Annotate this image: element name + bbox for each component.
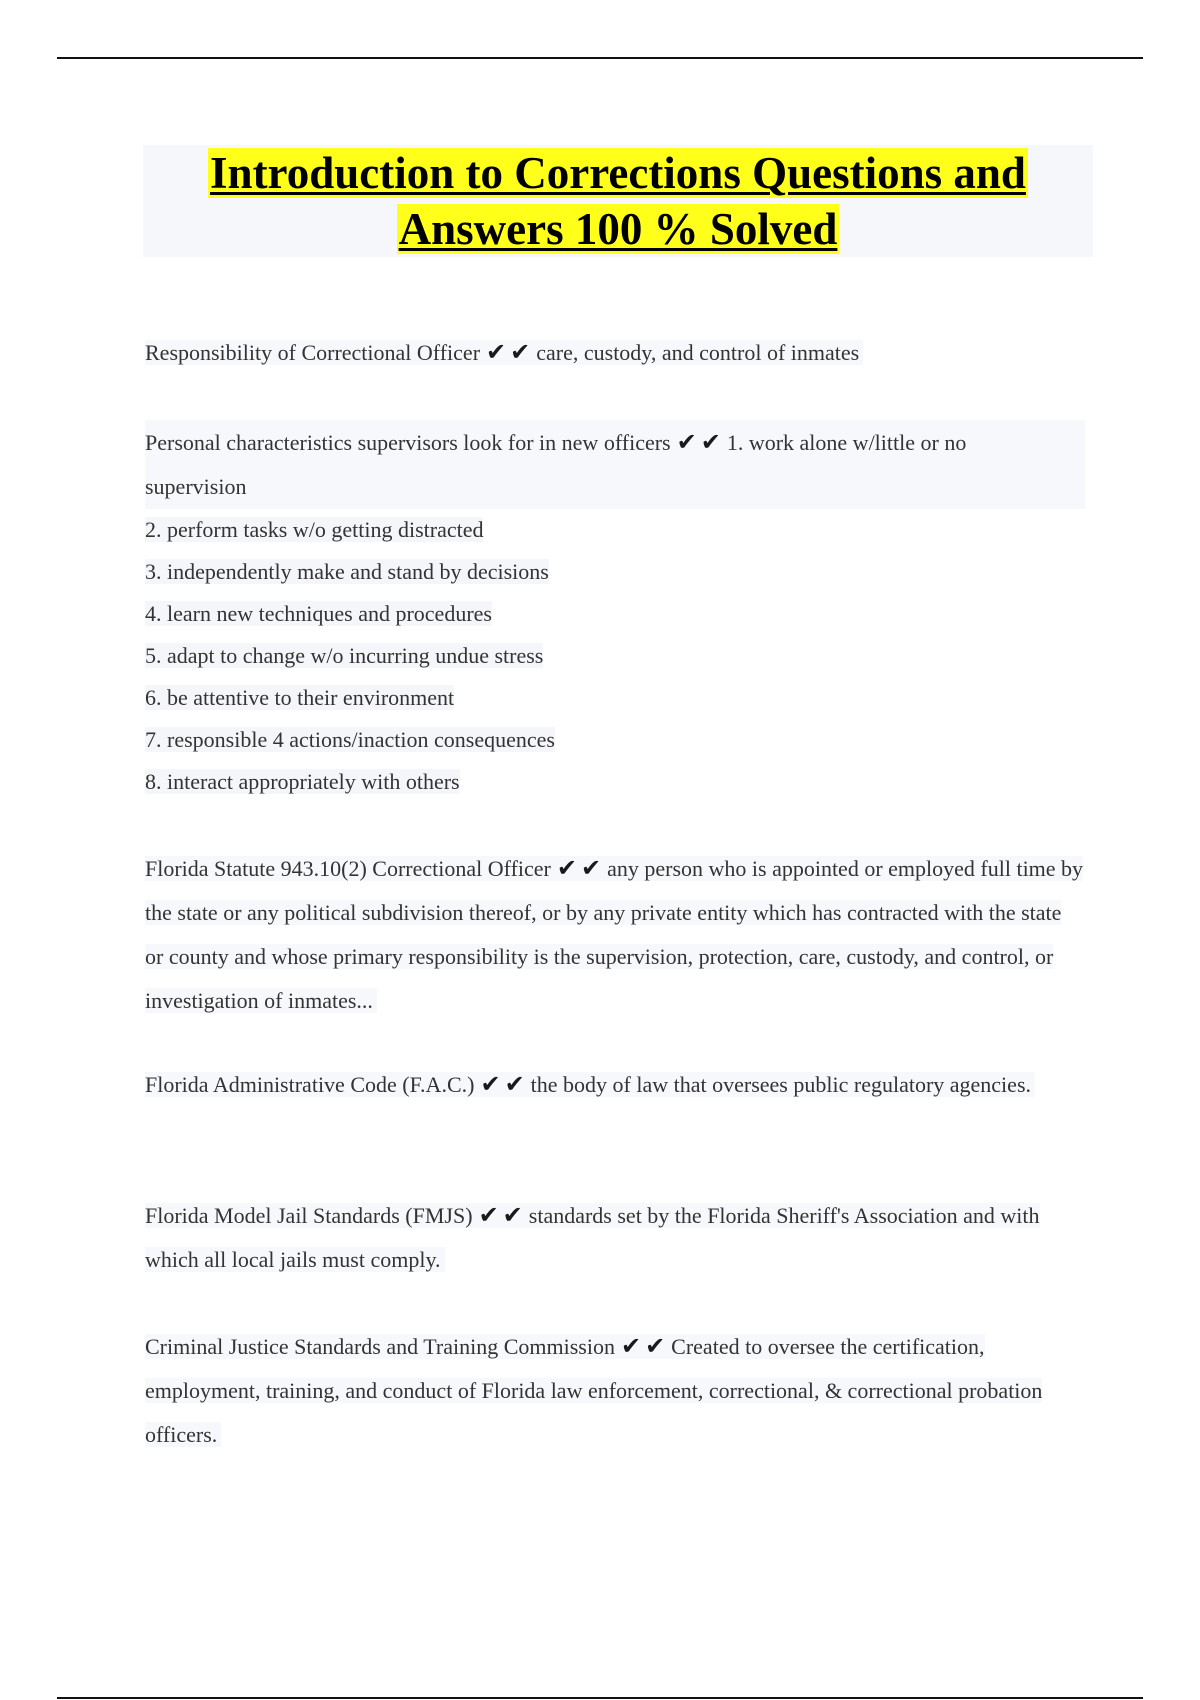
double-check-icon: ✔✔	[478, 1201, 527, 1229]
qa-item-florida-statute	[145, 846, 1085, 1023]
footer-rule	[57, 1697, 1143, 1699]
double-check-icon: ✔✔	[620, 1332, 670, 1360]
title-line-1: Introduction to Corrections Questions and	[210, 148, 1026, 198]
qa-term: Personal characteristics supervisors look for in new officers	[145, 430, 671, 455]
double-check-icon: ✔✔	[486, 338, 535, 366]
list-item: 7. responsible 4 actions/inaction consequences	[145, 727, 555, 752]
qa-term: Florida Model Jail Standards (FMJS)	[145, 1203, 473, 1228]
list-item: 8. interact appropriately with others	[145, 769, 460, 794]
qa-item-fmjs	[145, 1193, 1085, 1282]
qa-answer: Created to oversee the certification, employment, training, and conduct of Florida law enforcement, correctional, & correctional probation officers.	[145, 1334, 1043, 1447]
qa-answer: the body of law that oversees public regulatory agencies.	[530, 1072, 1031, 1097]
qa-term: Florida Administrative Code (F.A.C.)	[145, 1072, 475, 1097]
qa-item-personal-characteristics	[145, 420, 1085, 803]
qa-answer: care, custody, and control of inmates	[536, 340, 860, 365]
qa-answer: standards set by the Florida Sheriff's Association and with which all local jails must comply.	[145, 1203, 1040, 1272]
qa-item-fac	[145, 1062, 1085, 1107]
qa-answer: any person who is appointed or employed full time by the state or any political subdivision thereof, or by any private entity which has contracted with the state or county and whose primary responsibility is the supervision, protection, care, custody, and control, or investigation of inmates...	[145, 856, 1084, 1013]
list-item: 4. learn new techniques and procedures	[145, 601, 492, 626]
header-rule	[57, 57, 1143, 59]
title-line-2: Answers 100 % Solved	[398, 204, 838, 254]
qa-item-cjstc	[145, 1324, 1085, 1457]
document-title	[143, 145, 1093, 257]
double-check-icon: ✔✔	[676, 428, 725, 456]
qa-item-responsibility	[145, 330, 1085, 375]
qa-term: Responsibility of Correctional Officer	[145, 340, 481, 365]
list-item: 6. be attentive to their environment	[145, 685, 455, 710]
qa-answer-first: 1. work alone w/little or no	[726, 430, 967, 455]
double-check-icon: ✔✔	[556, 854, 606, 882]
qa-answer-wrap: supervision	[145, 474, 247, 499]
list-item: 5. adapt to change w/o incurring undue stress	[145, 643, 544, 668]
double-check-icon: ✔✔	[480, 1070, 529, 1098]
list-item: 3. independently make and stand by decisions	[145, 559, 549, 584]
qa-term: Criminal Justice Standards and Training Commission	[145, 1334, 615, 1359]
qa-term: Florida Statute 943.10(2) Correctional Officer	[145, 856, 551, 881]
list-item: 2. perform tasks w/o getting distracted	[145, 517, 484, 542]
